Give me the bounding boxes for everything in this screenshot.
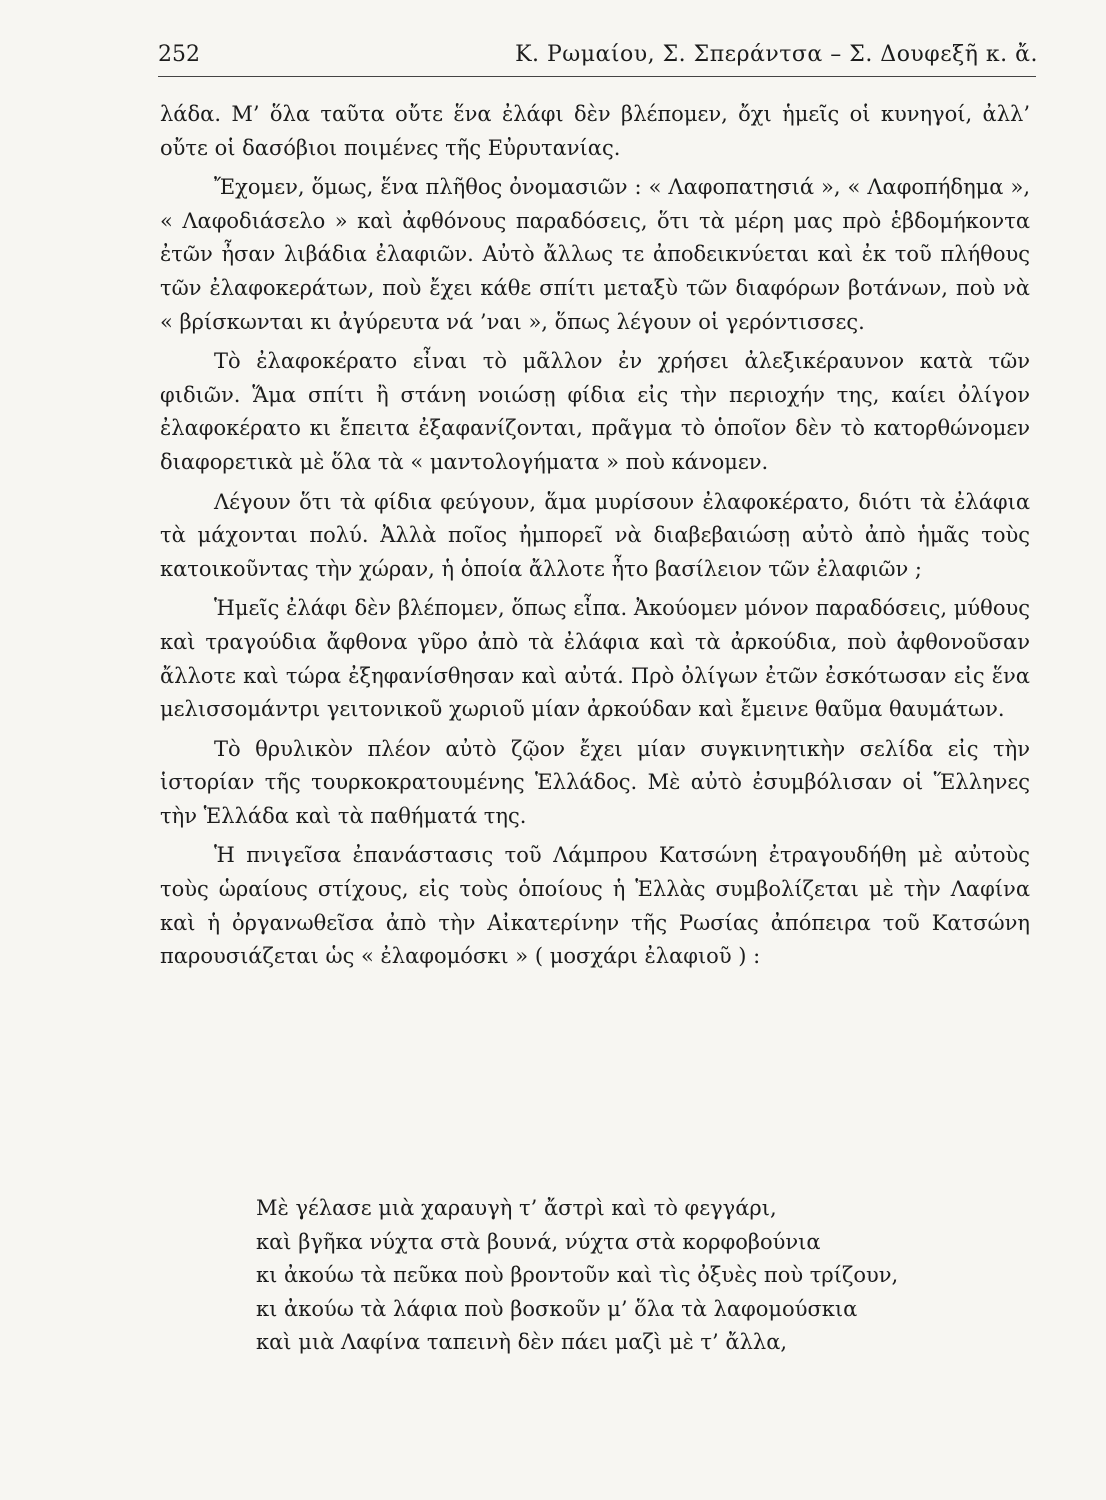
poem-verse: κι ἀκούω τὰ πεῦκα ποὺ βροντοῦν καὶ τὶς ὀξυὲς ποὺ τρίζουν, bbox=[256, 1263, 899, 1288]
paragraph: Ἡμεῖς ἐλάφι δὲν βλέπομεν, ὅπως εἶπα. Ἀκούομεν μόνον παραδόσεις, μύθους καὶ τραγούδια ἄφθονα γῦρο ἀπὸ τὰ ἐλάφια καὶ τὰ ἀρκούδια, ποὺ ἀφθονοῦσαν ἄλλοτε καὶ τώρα ἐξηφανίσθησαν καὶ αὐτά. Πρὸ ὀλίγων ἐτῶν ἐσκότωσαν εἰς ἕνα μελισσομάντρι γειτονικοῦ χωριοῦ μίαν ἀρκούδαν καὶ ἔμεινε θαῦμα θαυμάτων. bbox=[160, 596, 1030, 722]
poem-verse: καὶ βγῆκα νύχτα στὰ βουνά, νύχτα στὰ κορφοβούνια bbox=[256, 1229, 821, 1254]
poem-verse: κι ἀκούω τὰ λάφια ποὺ βοσκοῦν μ’ ὅλα τὰ λαφομούσκια bbox=[256, 1296, 858, 1321]
poem-block bbox=[256, 1192, 1046, 1360]
page-number: 252 bbox=[158, 42, 200, 67]
header-rule bbox=[158, 76, 1036, 77]
poem-verse: Μὲ γέλασε μιὰ χαραυγὴ τ’ ἄστρὶ καὶ τὸ φεγγάρι, bbox=[256, 1196, 777, 1220]
body-text bbox=[160, 98, 1030, 980]
paragraph: Τὸ ἐλαφοκέρατο εἶναι τὸ μᾶλλον ἐν χρήσει ἀλεξικέραυνον κατὰ τῶν φιδιῶν. Ἅμα σπίτι ἢ στάνη νοιώσῃ φίδια εἰς τὴν περιοχήν της, καίει ὀλίγον ἐλαφοκέρατο κι ἔπειτα ἐξαφανίζονται, πρᾶγμα τὸ ὁποῖον δὲν τὸ κατορθώνομεν διαφορετικὰ μὲ ὅλα τὰ « μαντολογήματα » ποὺ κάνομεν. bbox=[160, 349, 1030, 474]
running-head: Κ. Ρωμαίου, Σ. Σπεράντσα – Σ. Δουφεξῆ κ. ἄ. bbox=[515, 42, 1038, 67]
paragraph: Λέγουν ὅτι τὰ φίδια φεύγουν, ἅμα μυρίσουν ἐλαφοκέρατο, διότι τὰ ἐλάφια τὰ μάχονται πολύ. Ἀλλὰ ποῖος ἠμπορεῖ νὰ διαβεβαιώσῃ αὐτὸ ἀπὸ ἡμᾶς τοὺς κατοικοῦντας τὴν χώραν, ἡ ὁποία ἄλλοτε ἦτο βασίλειον τῶν ἐλαφιῶν ; bbox=[160, 489, 1030, 581]
paragraph: Τὸ θρυλικὸν πλέον αὐτὸ ζῷον ἔχει μίαν συγκινητικὴν σελίδα εἰς τὴν ἱστορίαν τῆς τουρκοκρατουμένης Ἑλλάδος. Μὲ αὐτὸ ἐσυμβόλισαν οἱ Ἕλληνες τὴν Ἑλλάδα καὶ τὰ παθήματά της. bbox=[160, 736, 1030, 828]
paragraph: Ἔχομεν, ὅμως, ἕνα πλῆθος ὀνομασιῶν : « Λαφοπατησιά », « Λαφοπήδημα », « Λαφοδιάσελο » καὶ ἀφθόνους παραδόσεις, ὅτι τὰ μέρη μας πρὸ ἑβδομήκοντα ἐτῶν ἦσαν λιβάδια ἐλαφιῶν. Αὐτὸ ἄλλως τε ἀποδεικνύεται καὶ ἐκ τοῦ πλήθους τῶν ἐλαφοκεράτων, ποὺ ἔχει κάθε σπίτι μεταξὺ τῶν διαφόρων βοτάνων, ποὺ νὰ « βρίσκωνται κι ἀγύρευτα νά ’ναι », ὅπως λέγουν οἱ γερόντισσες. bbox=[160, 175, 1030, 334]
paragraph: λάδα. Μ’ ὅλα ταῦτα οὔτε ἕνα ἐλάφι δὲν βλέπομεν, ὄχι ἡμεῖς οἱ κυνηγοί, ἀλλ’ οὔτε οἱ δασόβιοι ποιμένες τῆς Εὐρυτανίας. bbox=[160, 102, 1030, 160]
poem-verse: καὶ μιὰ Λαφίνα ταπεινὴ δὲν πάει μαζὶ μὲ τ’ ἄλλα, bbox=[256, 1330, 788, 1355]
paragraph: Ἡ πνιγεῖσα ἐπανάστασις τοῦ Λάμπρου Κατσώνη ἐτραγουδήθη μὲ αὐτοὺς τοὺς ὡραίους στίχους, εἰς τοὺς ὁποίους ἡ Ἑλλὰς συμβολίζεται μὲ τὴν Λαφίνα καὶ ἡ ὀργανωθεῖσα ἀπὸ τὴν Αἰκατερίνην τῆς Ρωσίας ἀπόπειρα τοῦ Κατσώνη παρουσιάζεται ὡς « ἐλαφομόσκι » ( μοσχάρι ἐλαφιοῦ ) : bbox=[160, 843, 1030, 969]
page-header bbox=[158, 42, 1038, 78]
